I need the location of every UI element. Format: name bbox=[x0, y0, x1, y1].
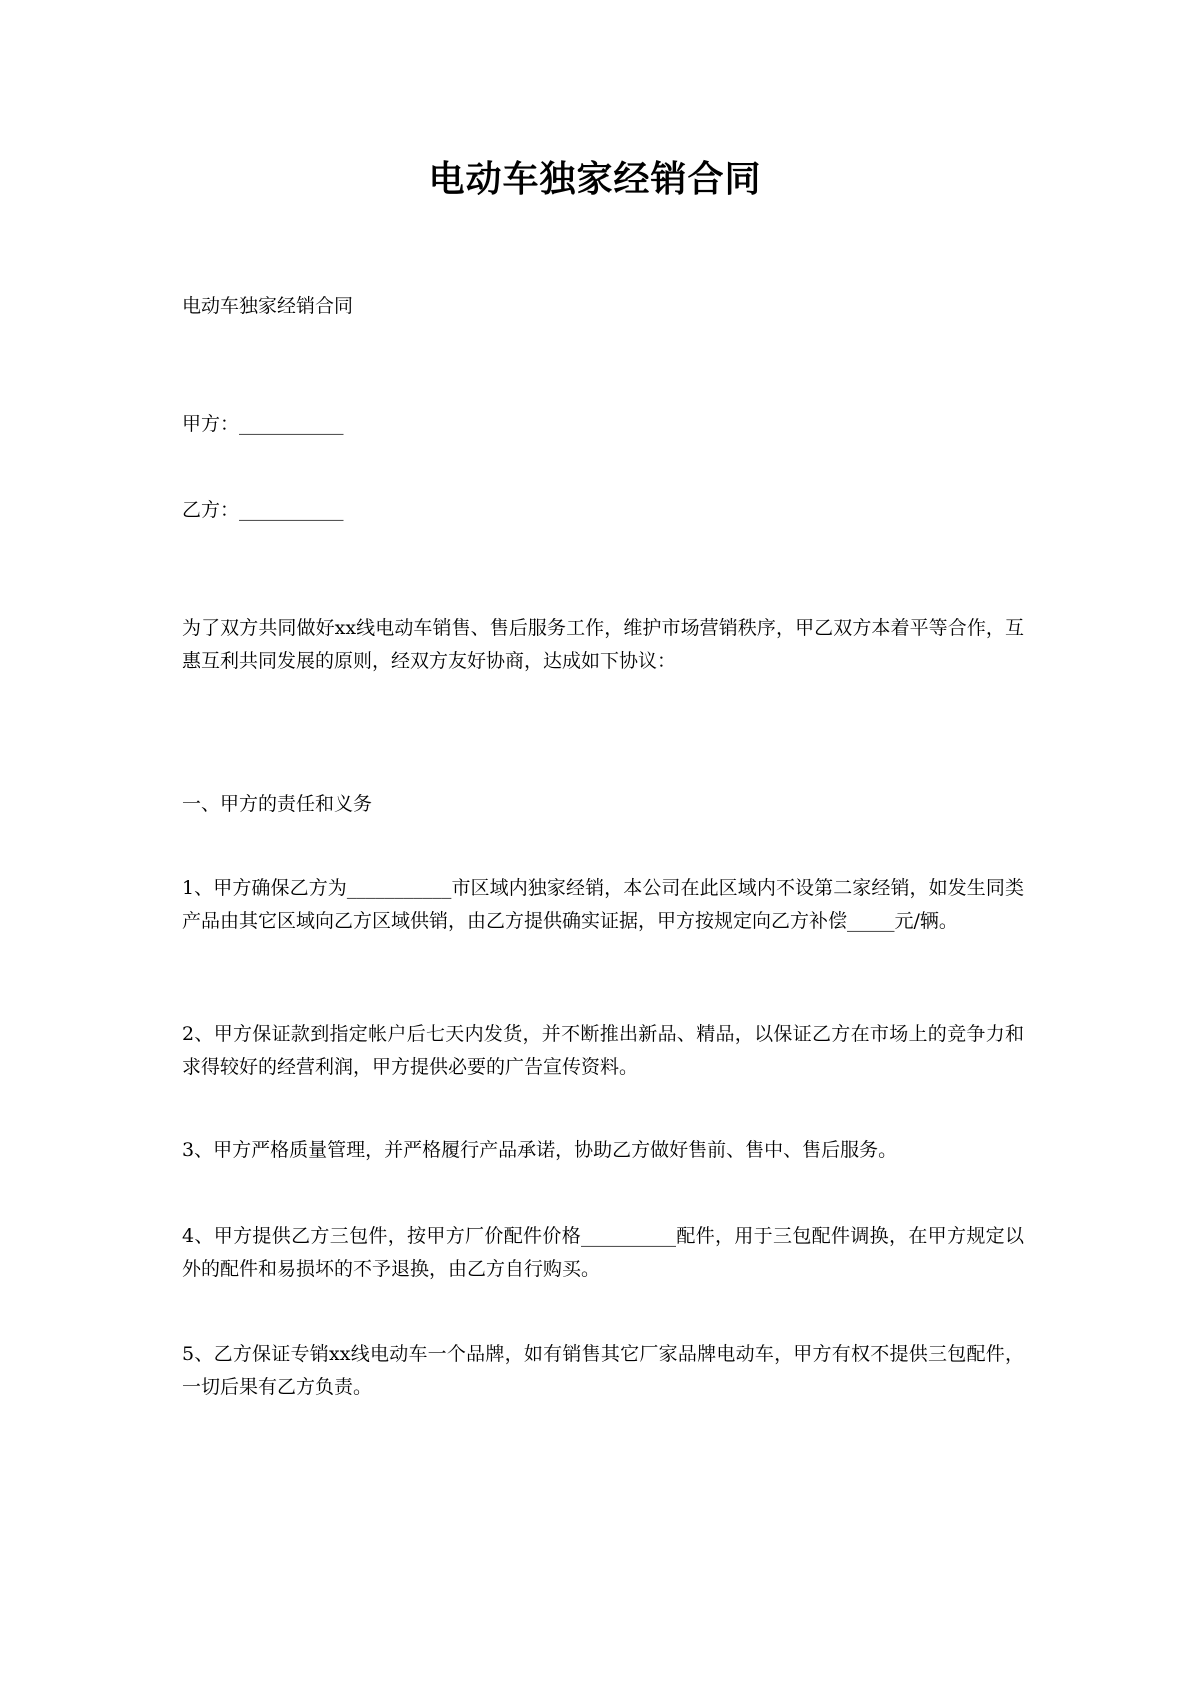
clause-text: 元/辆。 bbox=[894, 910, 958, 932]
clause-4 bbox=[182, 1220, 1024, 1286]
clause-5: 5、乙方保证专销xx线电动车一个品牌，如有销售其它厂家品牌电动车，甲方有权不提供三包配件，一切后果有乙方负责。 bbox=[182, 1343, 1024, 1398]
clause-text: 配件，用于三包配件调换，在甲方规定以外的配件和易损坏的不予退换，由乙方自行购买。 bbox=[182, 1225, 1024, 1280]
clause-2: 2、甲方保证款到指定帐户后七天内发货，并不断推出新品、精品，以保证乙方在市场上的竞争力和求得较好的经营利润，甲方提供必要的广告宣传资料。 bbox=[182, 1023, 1024, 1078]
party-b-blank: ___________ bbox=[239, 499, 344, 521]
party-b-line bbox=[182, 494, 1024, 527]
blank-field: __________ bbox=[581, 1225, 677, 1247]
document-subtitle: 电动车独家经销合同 bbox=[182, 295, 354, 317]
party-b-label: 乙方： bbox=[182, 499, 240, 521]
clause-text: 1、甲方确保乙方为 bbox=[182, 877, 347, 899]
blank-field: _____ bbox=[847, 910, 895, 932]
party-a-label: 甲方： bbox=[182, 413, 240, 435]
clause-text: 4、甲方提供乙方三包件，按甲方厂价配件价格 bbox=[182, 1225, 582, 1247]
clause-text: 市区域内独家经销，本公司在此区域内不设第二家经销，如发生同类产品由其它区域向乙方区域供销，由乙方提供确实证据，甲方按规定向乙方补偿 bbox=[182, 877, 1024, 932]
preamble-paragraph: 为了双方共同做好xx线电动车销售、售后服务工作，维护市场营销秩序，甲乙双方本着平等合作，互惠互利共同发展的原则，经双方友好协商，达成如下协议： bbox=[182, 617, 1024, 672]
clause-1 bbox=[182, 872, 1024, 938]
section-heading: 一、甲方的责任和义务 bbox=[182, 793, 373, 815]
party-a-blank: ___________ bbox=[239, 413, 344, 435]
blank-field: ___________ bbox=[346, 877, 452, 899]
party-a-line bbox=[182, 408, 1024, 441]
clause-3: 3、甲方严格质量管理，并严格履行产品承诺，协助乙方做好售前、售中、售后服务。 bbox=[182, 1139, 898, 1161]
document-title: 电动车独家经销合同 bbox=[428, 159, 762, 200]
